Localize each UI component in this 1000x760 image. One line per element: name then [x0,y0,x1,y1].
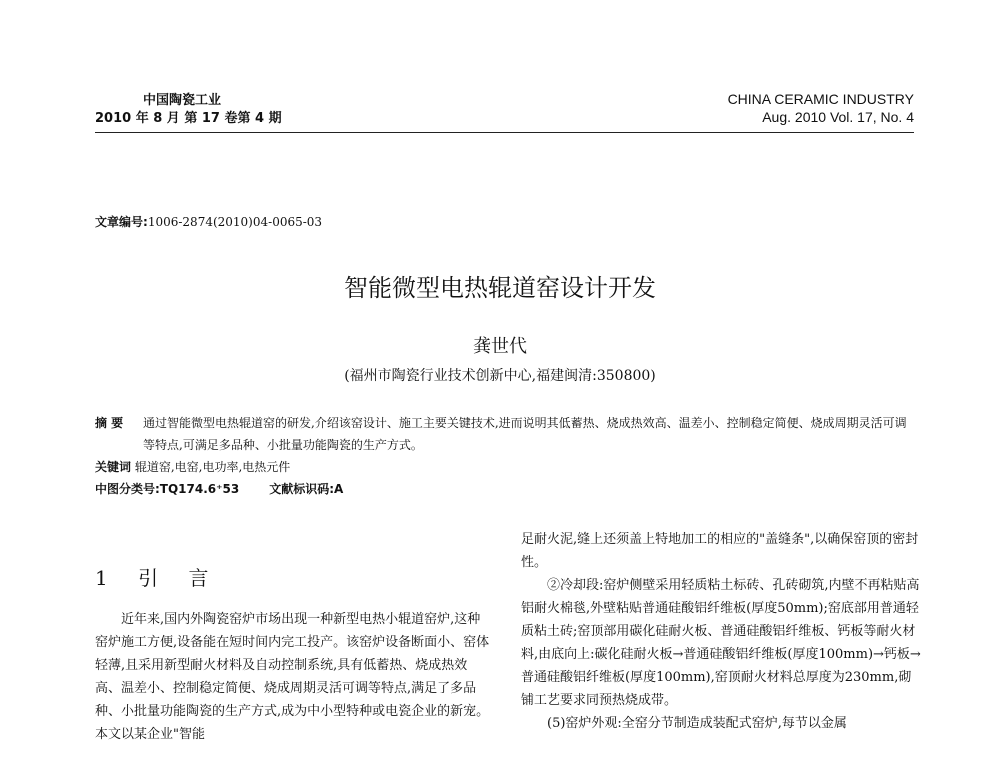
journal-name-en: CHINA CERAMIC INDUSTRY [727,91,914,107]
article-number-label: 文章编号 [95,215,144,229]
issue-info-cn: 2010 年 8 月 第 17 卷第 4 期 [95,111,282,126]
article-number-value: 1006-2874(2010)04-0065-03 [147,215,323,229]
abstract [95,412,921,456]
author: 龚世代 [473,336,527,357]
body-paragraph-3: (5)窑炉外观:全窑分节制造成装配式窑炉,每节以金属 [547,716,847,731]
keywords-label: 关键词 [95,460,132,474]
header-right [728,90,914,126]
issue-info-en: Aug. 2010 Vol. 17, No. 4 [762,109,914,125]
keywords-text: 辊道窑,电窑,电功率,电热元件 [134,460,291,474]
right-column [521,528,921,735]
header-left [95,92,335,128]
clc-number: 中图分类号:TQ174.6⁺53 [95,482,240,496]
paper-title: 智能微型电热辊道窑设计开发 [344,274,656,302]
document-code: 文献标识码:A [269,482,344,496]
abstract-label: 摘 要 [95,416,124,430]
body-paragraph-1: 足耐火泥,缝上还须盖上特地加工的相应的"盖缝条",以确保窑顶的密封性。 [521,532,919,570]
article-number: 文章编号:1006-2874(2010)04-0065-03 [95,215,323,229]
header-divider [95,132,914,133]
classification [95,480,343,497]
keywords [95,458,290,475]
left-column [95,608,490,746]
section-heading: 1 引 言 [95,566,221,590]
intro-paragraph: 近年来,国内外陶瓷窑炉市场出现一种新型电热小辊道窑炉,这种窑炉施工方便,设备能在短时间内完工投产。该窑炉设备断面小、窑体轻薄,且采用新型耐火材料及自动控制系统,具有低蓄热、烧成热效高、温差小、控制稳定简便、烧成周期灵活可调等特点,满足了多品种、小批量功能陶瓷的生产方式,成为中小型特种或电瓷企业的新宠。本文以某企业"智能 [95,612,490,742]
journal-name-cn: 中国陶瓷工业 [143,93,222,108]
affiliation: (福州市陶瓷行业技术创新中心,福建闽清:350800) [344,368,656,384]
abstract-text: 通过智能微型电热辊道窑的研发,介绍该窑设计、施工主要关键技术,进而说明其低蓄热、烧成热效高、温差小、控制稳定简便、烧成周期灵活可调等特点,可满足多品种、小批量功能陶瓷的生产方式。 [143,416,907,452]
body-paragraph-2: ②冷却段:窑炉侧壁采用轻质粘土标砖、孔砖砌筑,内壁不再粘贴高铝耐火棉毯,外壁粘贴普通硅酸铝纤维板(厚度50mm);窑底部用普通轻质粘土砖;窑顶部用碳化硅耐火板、普通硅酸铝纤维板、钙板等耐火材料,由底向上:碳化硅耐火板→普通硅酸铝纤维板(厚度100mm)→钙板→普通硅酸铝纤维板(厚度100mm),窑顶耐火材料总厚度为230mm,砌铺工艺要求同预热烧成带。 [521,578,921,708]
